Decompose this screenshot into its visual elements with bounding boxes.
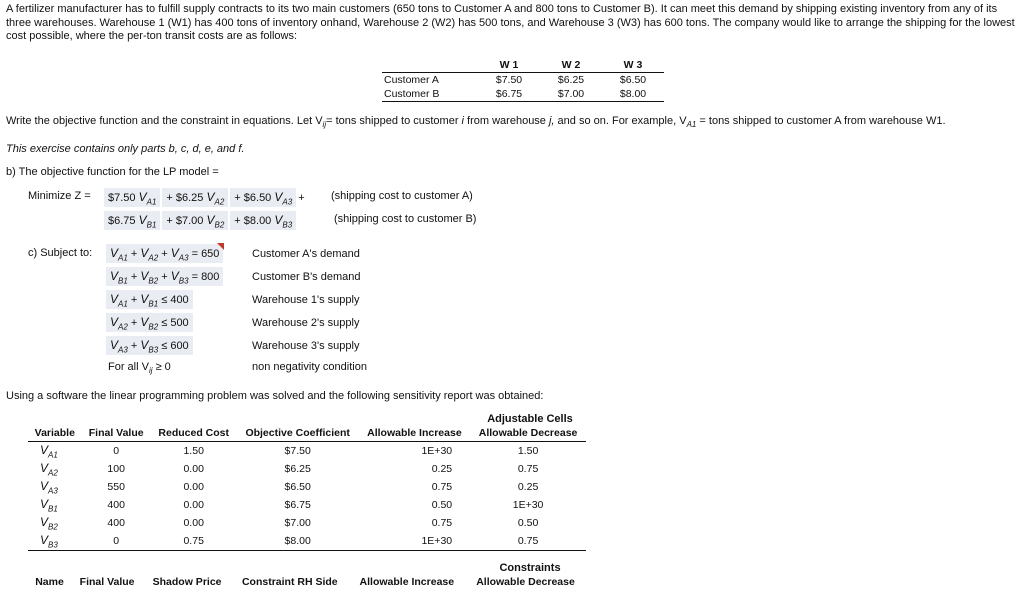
allowable-increase: 0.75	[431, 481, 453, 493]
objective-coefficient: $7.50	[284, 445, 311, 457]
allowable-decrease: 0.75	[470, 532, 586, 551]
constraint-desc: Warehouse 2's supply	[252, 317, 360, 329]
objective-term-input[interactable]: $6.75 $V_{B1}$	[104, 211, 160, 230]
constraints-table: Name Final Value Shadow Price Constraint RH Side Allowable Increase Allowable Decrease	[35, 576, 575, 588]
variable-cell: $V_{A2}$	[40, 460, 58, 478]
constraint-desc: Warehouse 3's supply	[252, 340, 360, 352]
variable-cell: $V_{A1}$	[40, 442, 58, 460]
sensitivity-intro: Using a software the linear programming problem was solved and the following sensitivity report was obtained:	[6, 390, 544, 402]
objective-term-input[interactable]: + $6.50 $V_{A3}$	[230, 188, 296, 207]
constraint-input[interactable]: $V_{A1} + V_{A2} + V_{A3} = 650$	[106, 244, 223, 263]
objective-term-input[interactable]: $7.50 $V_{A1}$	[104, 188, 160, 207]
exercise-note: This exercise contains only parts b, c, d, e, and f.	[6, 143, 245, 155]
allowable-increase: 1E+30	[421, 445, 453, 457]
variable-cell: $V_{A3}$	[40, 478, 58, 496]
reduced-cost: 0.00	[183, 517, 204, 529]
allowable-decrease: 0.50	[517, 517, 539, 529]
allowable-decrease: 0.25	[517, 481, 539, 493]
allowable-increase: 0.50	[431, 499, 453, 511]
cost-header-w1: W 1	[478, 58, 540, 73]
final-value: 550	[107, 481, 125, 493]
constraint-desc: Warehouse 1's supply	[252, 294, 360, 306]
constraint-input[interactable]: $V_{B1} + V_{B2} + V_{B3} = 800$	[106, 267, 223, 286]
cost-header-w3: W 3	[602, 58, 664, 73]
objective-coefficient: $6.25	[284, 463, 311, 475]
table-row	[28, 478, 586, 496]
allowable-increase: 0.25	[431, 463, 453, 475]
variable-cell: $V_{B3}$	[28, 532, 82, 551]
final-value: 0	[113, 445, 120, 457]
table-row	[28, 514, 586, 532]
constraint-input[interactable]: $V_{A1} + V_{B1} \le 400$	[106, 290, 193, 309]
objective-row-a	[104, 188, 305, 207]
objective-comment-b: (shipping cost to customer B)	[334, 213, 477, 225]
constraint-input[interactable]: $V_{A3} + V_{B3} \le 600$	[106, 336, 193, 355]
allowable-decrease: 1E+30	[512, 499, 544, 511]
constraint-desc: Customer B's demand	[252, 271, 361, 283]
forall-condition: For all $V_{ij} \ge 0$	[108, 361, 171, 376]
allowable-decrease: 1.50	[517, 445, 539, 457]
reduced-cost: 0.00	[183, 481, 204, 493]
reduced-cost: 0.00	[183, 499, 204, 511]
objective-coefficient: $6.75	[284, 499, 311, 511]
minimize-label: Minimize Z =	[28, 190, 91, 202]
cost-table	[382, 58, 664, 102]
objective-coefficient: $8.00	[237, 532, 359, 551]
table-row	[28, 496, 586, 514]
objective-coefficient: $7.00	[284, 517, 311, 529]
variable-cell: $V_{B2}$	[40, 514, 58, 532]
adjustable-cells-table: Variable Final Value Reduced Cost Objective Coefficient Allowable Increase Allowable Decrease $V_{A1}$ 0 1.50 $7.50 1E+30 1.50 $V_{A2}$ 100 0.00 $6.25 0.25 0.75 $V_{A3}$ 550 0.00 $6.50 0.75 0.25 $V_{B1}$ 400 0.00 $6.75 0.50 1E+30 $V_{B2}$ 400 0.00 $7.00 0.75 0.50 $V_{B3}$ 0 0.75 $8.00 1E+30 0.75	[28, 425, 586, 551]
cost-header-w2: W 2	[540, 58, 602, 73]
objective-row-b	[104, 211, 296, 230]
reduced-cost: 1.50	[183, 445, 204, 457]
reduced-cost: 0.00	[183, 463, 204, 475]
problem-intro: A fertilizer manufacturer has to fulfill supply contracts to its two main customers (650 tons to Customer A and 800 tons to Customer B). It can meet this demand by shipping existing inventory from any of its three warehouses. Warehouse 1 (W1) has 400 tons of inventory onhand, Warehouse 2 (W2) has 500 tons, and Warehouse 3 (W3) has 600 tons. The company would like to arrange the shipping for the lowest cost possible, where the per-ton transit costs are as follows:	[6, 3, 1015, 42]
variable-cell: $V_{B1}$	[40, 496, 58, 514]
final-value: 0	[82, 532, 151, 551]
plus-sign: +	[298, 191, 305, 204]
cost-row-b: Customer B $6.75 $7.00 $8.00	[382, 87, 664, 102]
table-row	[28, 532, 586, 551]
final-value: 400	[107, 499, 125, 511]
reduced-cost: 0.75	[151, 532, 237, 551]
objective-coefficient: $6.50	[284, 481, 311, 493]
comment-marker	[217, 243, 224, 250]
part-c-label: c) Subject to:	[28, 247, 93, 259]
table-row	[28, 442, 586, 461]
nonneg-desc: non negativity condition	[252, 361, 367, 373]
objective-comment-a: (shipping cost to customer A)	[331, 190, 473, 202]
constraint-desc: Customer A's demand	[252, 248, 360, 260]
final-value: 400	[107, 517, 125, 529]
objective-term-input[interactable]: + $6.25 $V_{A2}$	[162, 188, 228, 207]
objective-term-input[interactable]: + $8.00 $V_{B3}$	[230, 211, 296, 230]
allowable-decrease: 0.75	[517, 463, 539, 475]
cost-row-a: Customer A $7.50 $6.25 $6.50	[382, 73, 664, 88]
final-value: 100	[107, 463, 125, 475]
constraint-input[interactable]: $V_{A2} + V_{B2} \le 500$	[106, 313, 193, 332]
allowable-increase: 1E+30	[359, 532, 470, 551]
adjustable-caption: Adjustable Cells	[487, 413, 573, 425]
part-b-label: b) The objective function for the LP model =	[6, 166, 219, 178]
allowable-increase: 0.75	[431, 517, 453, 529]
instructions: Write the objective function and the constraint in equations. Let $V_{ij}=$ tons shipped to customer i from warehouse j, and so on. For example, $V_{A1}$ = tons shipped to customer A from warehouse W1.	[6, 115, 946, 130]
objective-term-input[interactable]: + $7.00 $V_{B2}$	[162, 211, 228, 230]
table-row	[28, 460, 586, 478]
constraints-caption: Constraints	[499, 562, 561, 574]
